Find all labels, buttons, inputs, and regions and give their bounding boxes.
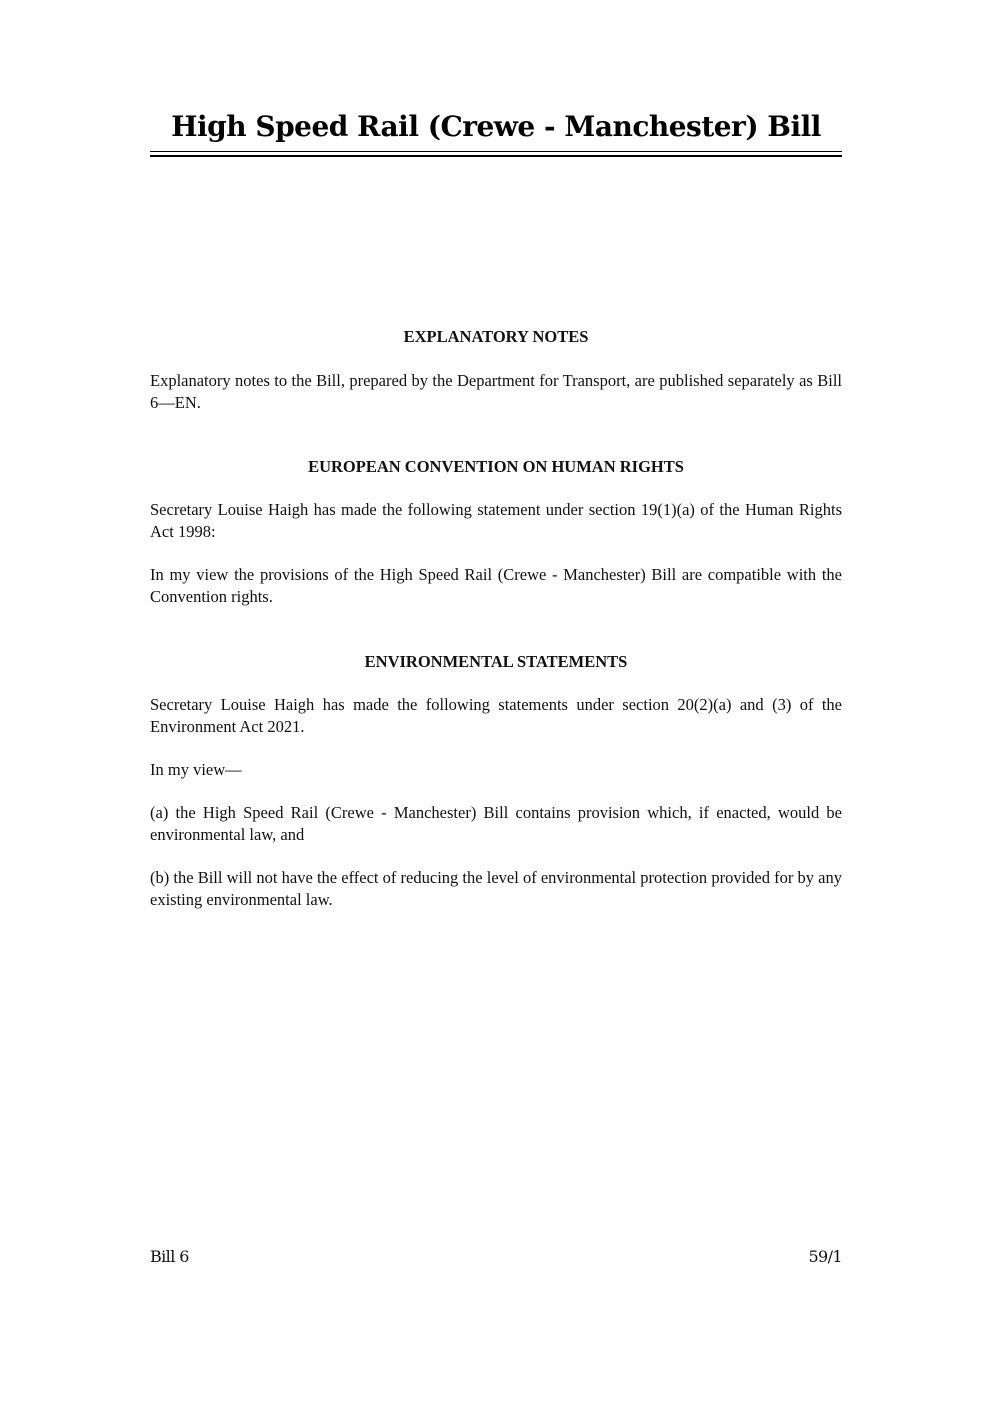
section-heading-echr: EUROPEAN CONVENTION ON HUMAN RIGHTS: [308, 457, 684, 476]
statement-a-paragraph: (a) the High Speed Rail (Crewe - Manchester) Bill contains provision which, if enacted, would be environmental law, and: [150, 803, 842, 844]
echr-statement-paragraph: Secretary Louise Haigh has made the following statement under section 19(1)(a) of the Human Rights Act 1998:: [150, 500, 842, 541]
section-heading-explanatory-notes: EXPLANATORY NOTES: [403, 327, 589, 346]
footer-bill-number: Bill 6: [150, 1247, 189, 1266]
footer-print-ref: 59/1: [808, 1247, 842, 1266]
bill-title: High Speed Rail (Crewe - Manchester) Bill: [171, 110, 821, 143]
echr-compatibility-paragraph: In my view the provisions of the High Speed Rail (Crewe - Manchester) Bill are compatible with the Convention rights.: [150, 565, 842, 606]
in-my-view-paragraph: In my view—: [150, 760, 242, 779]
section-heading-environmental: ENVIRONMENTAL STATEMENTS: [364, 652, 628, 671]
statement-b-paragraph: (b) the Bill will not have the effect of reducing the level of environmental protection provided for by any existing environmental law.: [150, 868, 842, 909]
environmental-statement-paragraph: Secretary Louise Haigh has made the following statements under section 20(2)(a) and (3) of the Environment Act 2021.: [150, 695, 842, 736]
title-rule-thin: [150, 151, 842, 152]
title-rule-thick: [150, 155, 842, 157]
explanatory-notes-paragraph: Explanatory notes to the Bill, prepared by the Department for Transport, are published separately as Bill 6—EN.: [150, 371, 842, 412]
